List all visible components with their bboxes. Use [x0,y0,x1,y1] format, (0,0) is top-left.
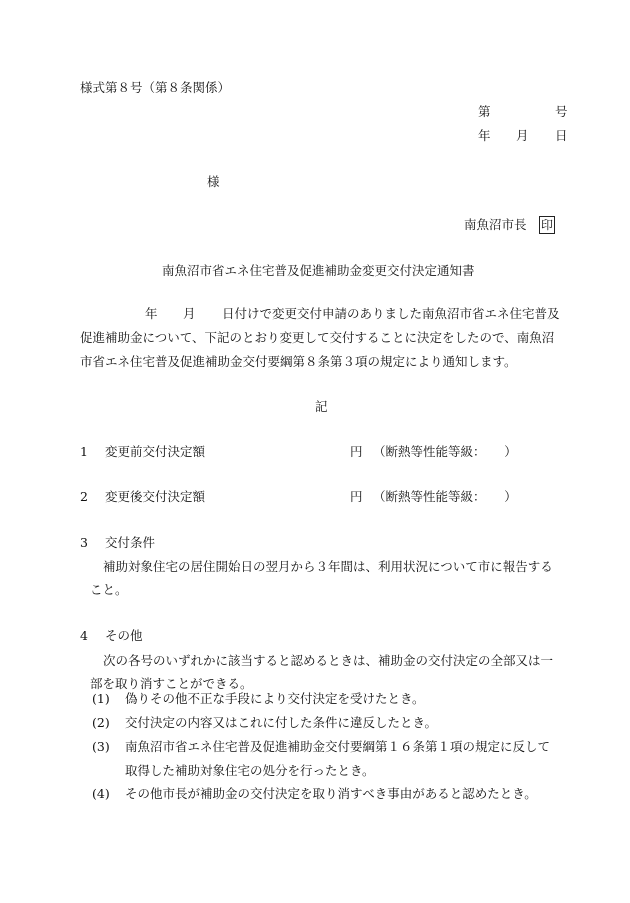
body-date-month: 月 [183,306,196,321]
subitem-4-text: その他市長が補助金の交付決定を取り消すべき事由があると認めたとき。 [125,786,537,801]
subitem-2-number: (2) [92,715,110,730]
section-3-number: 3 [80,535,88,550]
document-number-prefix: 第 [478,104,491,119]
subitem-4-number: (4) [92,786,110,801]
body-line-1-text: 日付けで変更交付申請のありました南魚沼市省エネ住宅普及 [222,306,560,321]
item-2-unit: 円 [350,489,363,504]
item-1-grade: （断熱等性能等級： ） [373,444,517,459]
issue-date-day: 日 [555,128,568,143]
section-3-title: 交付条件 [105,535,156,550]
subitem-2-text: 交付決定の内容又はこれに付した条件に違反したとき。 [125,715,438,730]
section-3-heading [80,535,156,550]
subitem-1-number: (1) [92,691,110,706]
item-2-grade: （断熱等性能等級： ） [373,489,517,504]
section-3-line-1: 補助対象住宅の居住開始日の翌月から３年間は、利用状況について市に報告する [103,559,553,574]
subitem-1-text: 偽りその他不正な手段により交付決定を受けたとき。 [125,691,425,706]
addressee-honorific: 様 [207,174,220,189]
section-4-line-1: 次の各号のいずれかに該当すると認めるときは、補助金の交付決定の全部又は一 [103,653,554,668]
section-4-number: 4 [80,628,88,643]
item-1-label: 変更前交付決定額 [105,444,206,459]
form-number: 様式第８号（第８条関係） [80,80,231,95]
section-4-title: その他 [105,628,143,643]
section-3-line-2: こと。 [90,582,128,597]
document-title: 南魚沼市省エネ住宅普及促進補助金変更交付決定通知書 [162,263,475,278]
item-2-number: 2 [80,489,88,504]
item-1-number: 1 [80,444,88,459]
document-number-suffix: 号 [555,104,568,119]
issuer-name: 南魚沼市長 [464,217,527,232]
subitem-3-number: (3) [92,739,110,754]
body-date-year: 年 [145,306,158,321]
item-2-label: 変更後交付決定額 [105,489,206,504]
subitem-3-continuation: 取得した補助対象住宅の処分を行ったとき。 [125,763,375,778]
body-line-2: 促進補助金について、下記のとおり変更して交付することに決定をしたので、南魚沼 [80,330,555,345]
seal-mark: 印 [541,218,554,232]
section-4-heading [80,628,143,643]
item-1-unit: 円 [350,444,363,459]
body-line-3: 市省エネ住宅普及促進補助金交付要綱第８条第３項の規定により通知します。 [80,354,517,369]
issue-date-month: 月 [516,128,529,143]
subitem-3-text: 南魚沼市省エネ住宅普及促進補助金交付要綱第１６条第１項の規定に反して [125,739,551,754]
issue-date-year: 年 [478,128,491,143]
ki-heading: 記 [315,399,328,414]
section-4-line-2: 部を取り消すことができる。 [90,676,253,691]
